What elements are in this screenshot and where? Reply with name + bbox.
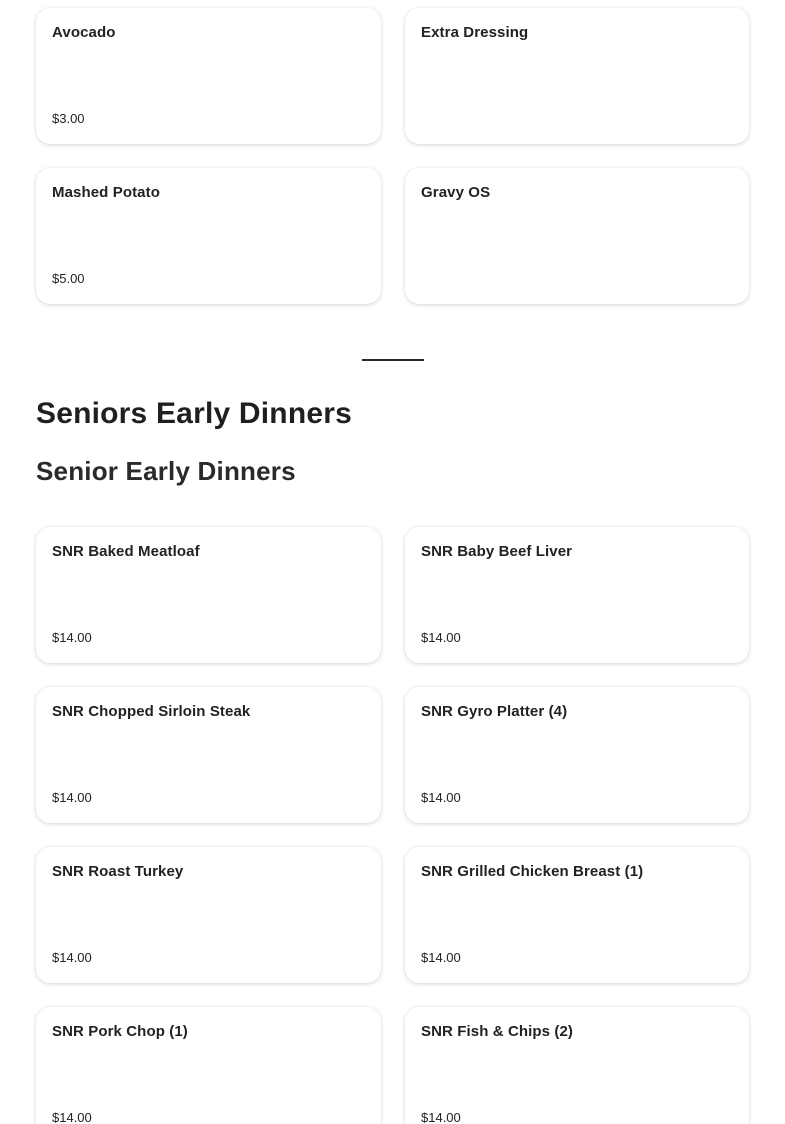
menu-item-card[interactable] <box>36 527 381 663</box>
menu-item-name: SNR Baked Meatloaf <box>52 543 200 560</box>
menu-item-name: SNR Baby Beef Liver <box>421 543 573 560</box>
menu-item-card[interactable] <box>36 687 381 823</box>
subsection-title: Senior Early Dinners <box>36 456 296 486</box>
menu-item-grid-senior <box>36 527 749 1124</box>
menu-item-card[interactable] <box>405 847 749 983</box>
menu-item-name: SNR Roast Turkey <box>52 863 184 880</box>
menu-item-card[interactable] <box>36 1007 381 1124</box>
menu-item-name: Extra Dressing <box>421 24 529 41</box>
menu-item-price: $14.00 <box>421 630 461 645</box>
menu-item-price: $14.00 <box>52 1110 92 1124</box>
menu-item-grid-sides <box>36 8 749 304</box>
menu-item-card[interactable] <box>36 168 381 304</box>
menu-item-price: $14.00 <box>421 950 461 965</box>
section-divider <box>362 359 424 361</box>
menu-item-name: Avocado <box>52 24 116 41</box>
menu-item-price: $14.00 <box>421 790 461 805</box>
menu-item-card[interactable] <box>36 847 381 983</box>
menu-item-name: SNR Pork Chop (1) <box>52 1023 188 1040</box>
menu-item-card[interactable] <box>405 168 749 304</box>
menu-item-price: $14.00 <box>52 950 92 965</box>
menu-item-card[interactable] <box>405 687 749 823</box>
menu-item-card[interactable] <box>405 8 749 144</box>
menu-item-name: SNR Chopped Sirloin Steak <box>52 703 251 720</box>
menu-item-price: $3.00 <box>52 111 85 126</box>
menu-item-price: $5.00 <box>52 271 85 286</box>
menu-item-card[interactable] <box>405 527 749 663</box>
menu-item-price: $14.00 <box>52 630 92 645</box>
menu-item-name: SNR Gyro Platter (4) <box>421 703 568 720</box>
menu-item-price: $14.00 <box>52 790 92 805</box>
menu-item-name: SNR Fish & Chips (2) <box>421 1023 574 1040</box>
section-title: Seniors Early Dinners <box>36 397 352 430</box>
menu-item-card[interactable] <box>36 8 381 144</box>
menu-item-price: $14.00 <box>421 1110 461 1124</box>
menu-item-name: Mashed Potato <box>52 184 160 201</box>
menu-item-name: Gravy OS <box>421 184 491 201</box>
menu-item-card[interactable] <box>405 1007 749 1124</box>
menu-item-name: SNR Grilled Chicken Breast (1) <box>421 863 644 880</box>
